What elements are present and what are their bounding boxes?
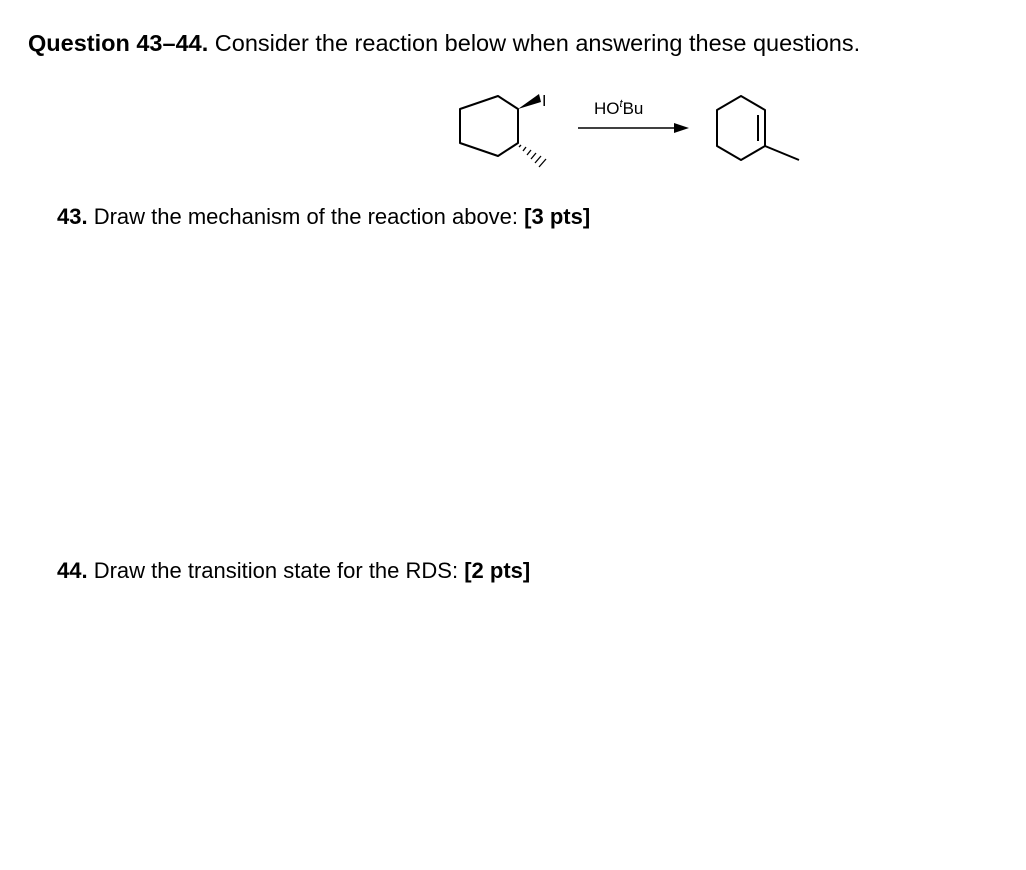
question-43-points: [3 pts] [524,204,591,229]
question-header-number: Question 43–44. [28,30,209,56]
question-44-text: Draw the transition state for the RDS: [87,558,465,583]
iodine-label: I [542,93,547,110]
question-43-number: 43. [57,204,88,229]
wedge-bond [518,94,541,109]
question-43-answer-area[interactable] [57,240,997,540]
reagent-label: $HO^tBu$ [594,98,644,118]
reactant-ring [460,96,518,156]
hashed-bond [519,145,546,167]
question-43-text: Draw the mechanism of the reaction above: [87,204,525,229]
question-44 [57,557,530,585]
question-header [28,28,860,58]
product-methyl-bond [765,146,799,160]
question-header-text: Consider the reaction below when answering these questions. [208,30,861,56]
question-44-points: [2 pts] [464,558,531,583]
question-43 [57,203,590,231]
question-44-answer-area[interactable] [57,594,997,854]
reaction-arrow-head [674,123,689,133]
question-44-number: 44. [57,558,88,583]
